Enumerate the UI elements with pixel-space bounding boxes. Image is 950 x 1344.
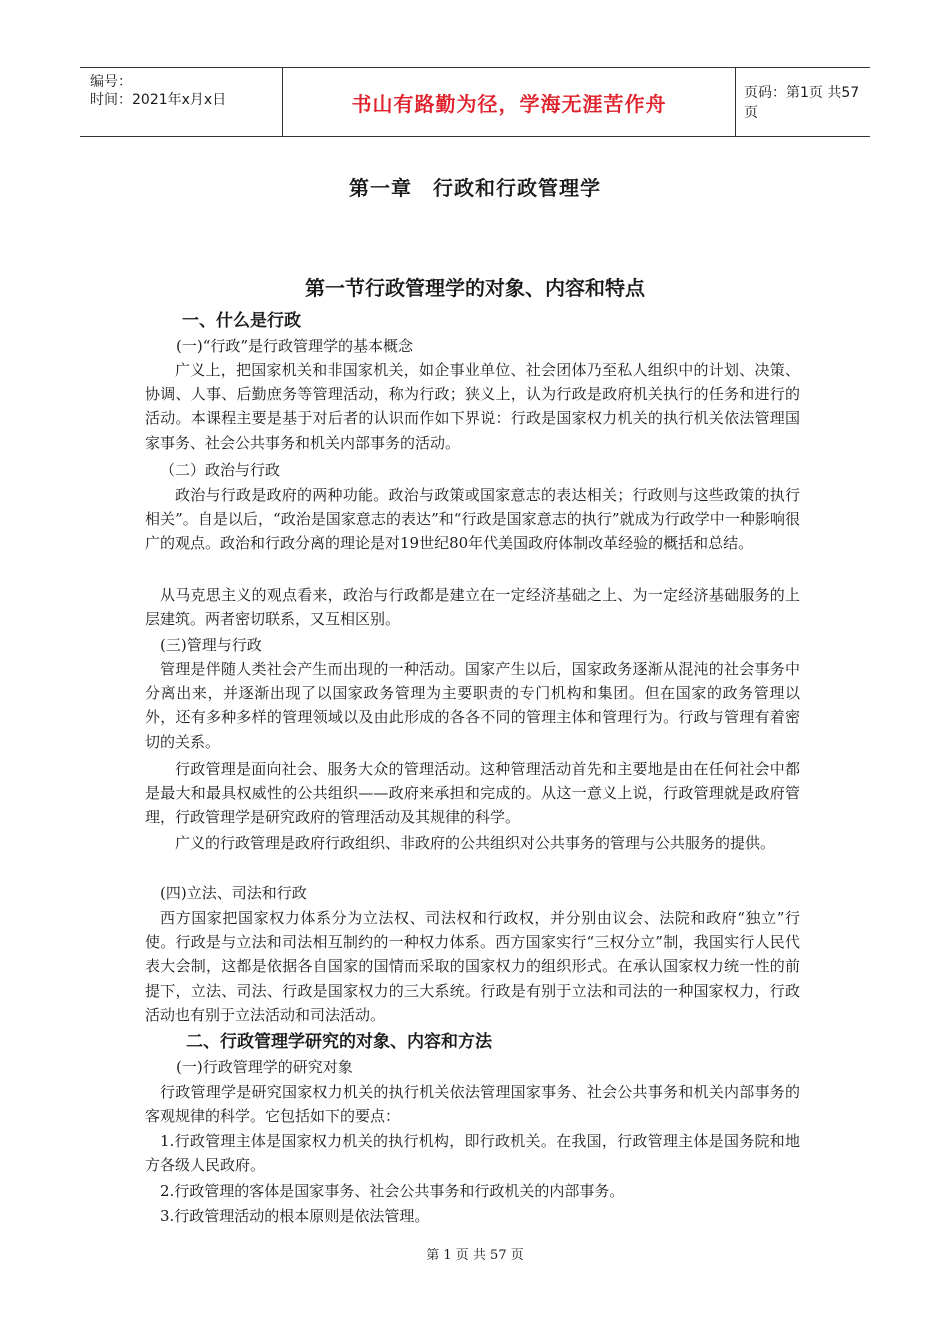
heading-what-is-administration: 一、什么是行政	[182, 311, 301, 331]
heading-research: 二、行政管理学研究的对象、内容和方法	[186, 1032, 492, 1052]
subheading-4: (四)立法、司法和行政	[160, 884, 307, 902]
time-label: 时间：2021年x月x日	[90, 92, 227, 108]
page-info: 页码：第1页 共57页	[744, 85, 860, 121]
page-footer: 第 1 页 共 57 页	[426, 1248, 524, 1263]
paragraph-3: 从马克思主义的观点看来，政治与行政都是建立在一定经济基础之上、为一定经济基础服务的上层建筑。两者密切联系，又互相区别。	[145, 586, 800, 629]
paragraph-2: 政治与行政是政府的两种功能。政治与政策或国家意志的表达相关；行政则与这些政策的执行相关”。自是以后，“政治是国家意志的表达”和“行政是国家意志的执行”就成为行政学中一种影响很广的观点。政治和行政分离的理论是对19世纪80年代美国政府体制改革经验的概括和总结。	[145, 486, 800, 553]
paragraph-9: 1.行政管理主体是国家权力机关的执行机构，即行政机关。在我国，行政管理主体是国务院和地方各级人民政府。	[145, 1132, 800, 1175]
id-label: 编号：	[90, 74, 132, 90]
subheading-3: (三)管理与行政	[160, 636, 262, 654]
paragraph-5: 行政管理是面向社会、服务大众的管理活动。这种管理活动首先和主要地是由在任何社会中都是最大和最具权威性的公共组织——政府来承担和完成的。从这一意义上说，行政管理就是政府管理，行政管理学是研究政府的管理活动及其规律的科学。	[145, 760, 800, 827]
section-title: 第一节行政管理学的对象、内容和特点	[305, 276, 645, 300]
paragraph-6: 广义的行政管理是政府行政组织、非政府的公共组织对公共事务的管理与公共服务的提供。	[175, 834, 776, 852]
header-table	[80, 67, 870, 137]
paragraph-11: 3.行政管理活动的根本原则是依法管理。	[160, 1207, 430, 1225]
paragraph-4: 管理是伴随人类社会产生而出现的一种活动。国家产生以后，国家政务逐渐从混沌的社会事务中分离出来，并逐渐出现了以国家政务管理为主要职责的专门机构和集团。但在国家的政务管理以外，还有多种多样的管理领域以及由此形成的各各不同的管理主体和管理行为。行政与管理有着密切的关系。	[145, 660, 800, 751]
subheading-2: （二）政治与行政	[160, 461, 281, 479]
paragraph-10: 2.行政管理的客体是国家事务、社会公共事务和行政机关的内部事务。	[160, 1182, 625, 1200]
header-meta	[80, 68, 280, 136]
paragraph-8: 行政管理学是研究国家权力机关的执行机关依法管理国家事务、社会公共事务和机关内部事务的客观规律的科学。它包括如下的要点：	[145, 1083, 800, 1126]
chapter-title: 第一章 行政和行政管理学	[349, 176, 601, 200]
subheading-1: (一)“行政”是行政管理学的基本概念	[176, 337, 414, 355]
motto: 书山有路勤为径，学海无涯苦作舟	[282, 68, 736, 136]
paragraph-1: 广义上，把国家机关和非国家机关，如企事业单位、社会团体乃至私人组织中的计划、决策、协调、人事、后勤庶务等管理活动，称为行政；狭义上，认为行政是政府机关执行的任务和进行的活动。本课程主要是基于对后者的认识而作如下界说：行政是国家权力机关的执行机关依法管理国家事务、社会公共事务和机关内部事务的活动。	[145, 361, 800, 452]
paragraph-7: 西方国家把国家权力体系分为立法权、司法权和行政权，并分别由议会、法院和政府“独立”行使。行政是与立法和司法相互制约的一种权力体系。西方国家实行“三权分立”制，我国实行人民代表大会制，这都是依据各自国家的国情而采取的国家权力的组织形式。在承认国家权力统一性的前提下，立法、司法、行政是国家权力的三大系统。行政是有别于立法和司法的一种国家权力，行政活动也有别于立法活动和司法活动。	[145, 909, 800, 1024]
subheading-5: (一)行政管理学的研究对象	[176, 1058, 353, 1076]
